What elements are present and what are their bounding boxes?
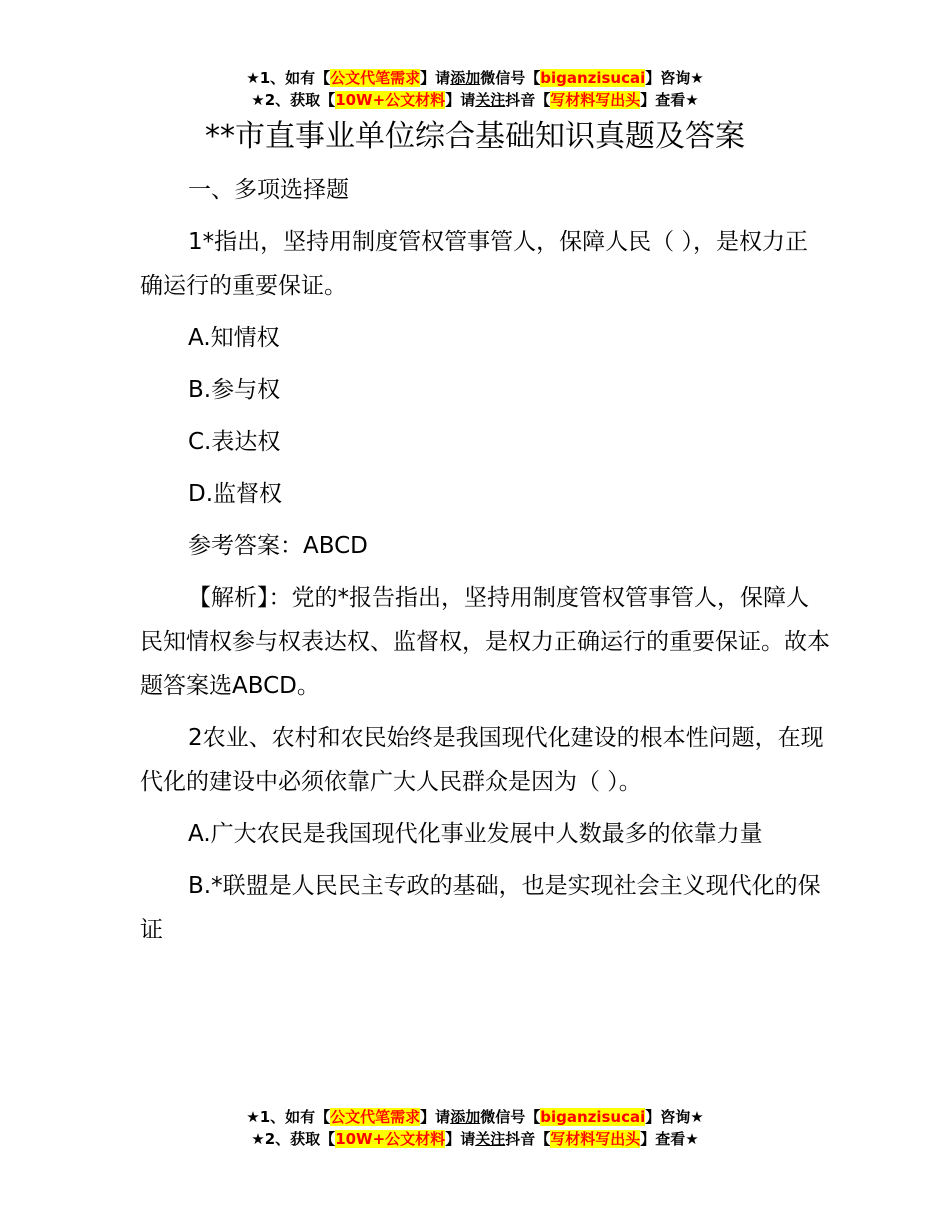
section-heading: 一、多项选择题 (188, 177, 349, 203)
banner-text: 抖音【 (505, 1130, 551, 1148)
banner-highlight: 写材料写出头 (550, 1130, 641, 1148)
banner-line-1 (0, 1106, 950, 1128)
analysis-text: 【解析】：党的*报告指出，坚持用制度管权管事管人，保障人民知情权参与权表达权、监督权，是权力正确运行的重要保证。故本题答案选ABCD。 (140, 585, 830, 699)
option-item: C.表达权 (188, 429, 281, 455)
banner-highlight: 10W+公文材料 (335, 1130, 446, 1148)
option-item: A.知情权 (188, 325, 280, 351)
banner-text: 微信号【 (480, 1108, 541, 1126)
banner-text: 】请 (420, 69, 451, 87)
banner-text: ★2、获取【 (251, 1130, 336, 1148)
banner-underlined: 关注 (475, 91, 506, 109)
banner-highlight: biganzisucai (540, 1108, 646, 1126)
option-item: B.参与权 (188, 377, 281, 403)
banner-underlined: 添加 (450, 69, 481, 87)
document-body (140, 168, 830, 952)
option-item: A.广大农民是我国现代化事业发展中人数最多的依靠力量 (188, 821, 763, 847)
banner-highlight: 写材料写出头 (550, 91, 641, 109)
header-banner (0, 67, 950, 111)
option-item: D.监督权 (188, 481, 283, 507)
banner-line-2 (0, 1128, 950, 1150)
banner-text: ★1、如有【 (246, 1108, 331, 1126)
banner-line-2 (0, 89, 950, 111)
banner-text: 】查看★ (640, 91, 699, 109)
question-stem: 1*指出，坚持用制度管权管事管人，保障人民（ ），是权力正确运行的重要保证。 (140, 229, 808, 299)
banner-text: ★2、获取【 (251, 91, 336, 109)
banner-highlight: 公文代笔需求 (330, 1108, 421, 1126)
question-stem: 2农业、农村和农民始终是我国现代化建设的根本性问题，在现代化的建设中必须依靠广大人民群众是因为（ ）。 (140, 725, 824, 795)
banner-text: 】请 (420, 1108, 451, 1126)
banner-text: 】咨询★ (645, 1108, 704, 1126)
option-item: B.*联盟是人民民主专政的基础，也是实现社会主义现代化的保证 (140, 873, 821, 943)
banner-highlight: 10W+公文材料 (335, 91, 446, 109)
banner-text: 微信号【 (480, 69, 541, 87)
banner-text: 抖音【 (505, 91, 551, 109)
banner-line-1 (0, 67, 950, 89)
banner-highlight: biganzisucai (540, 69, 646, 87)
banner-underlined: 添加 (450, 1108, 481, 1126)
banner-underlined: 关注 (475, 1130, 506, 1148)
banner-highlight: 公文代笔需求 (330, 69, 421, 87)
banner-text: 】请 (445, 91, 476, 109)
page-title: **市直事业单位综合基础知识真题及答案 (205, 119, 745, 154)
banner-text: 】查看★ (640, 1130, 699, 1148)
answer-text: 参考答案：ABCD (188, 533, 368, 559)
footer-banner (0, 1106, 950, 1150)
banner-text: 】请 (445, 1130, 476, 1148)
banner-text: ★1、如有【 (246, 69, 331, 87)
banner-text: 】咨询★ (645, 69, 704, 87)
